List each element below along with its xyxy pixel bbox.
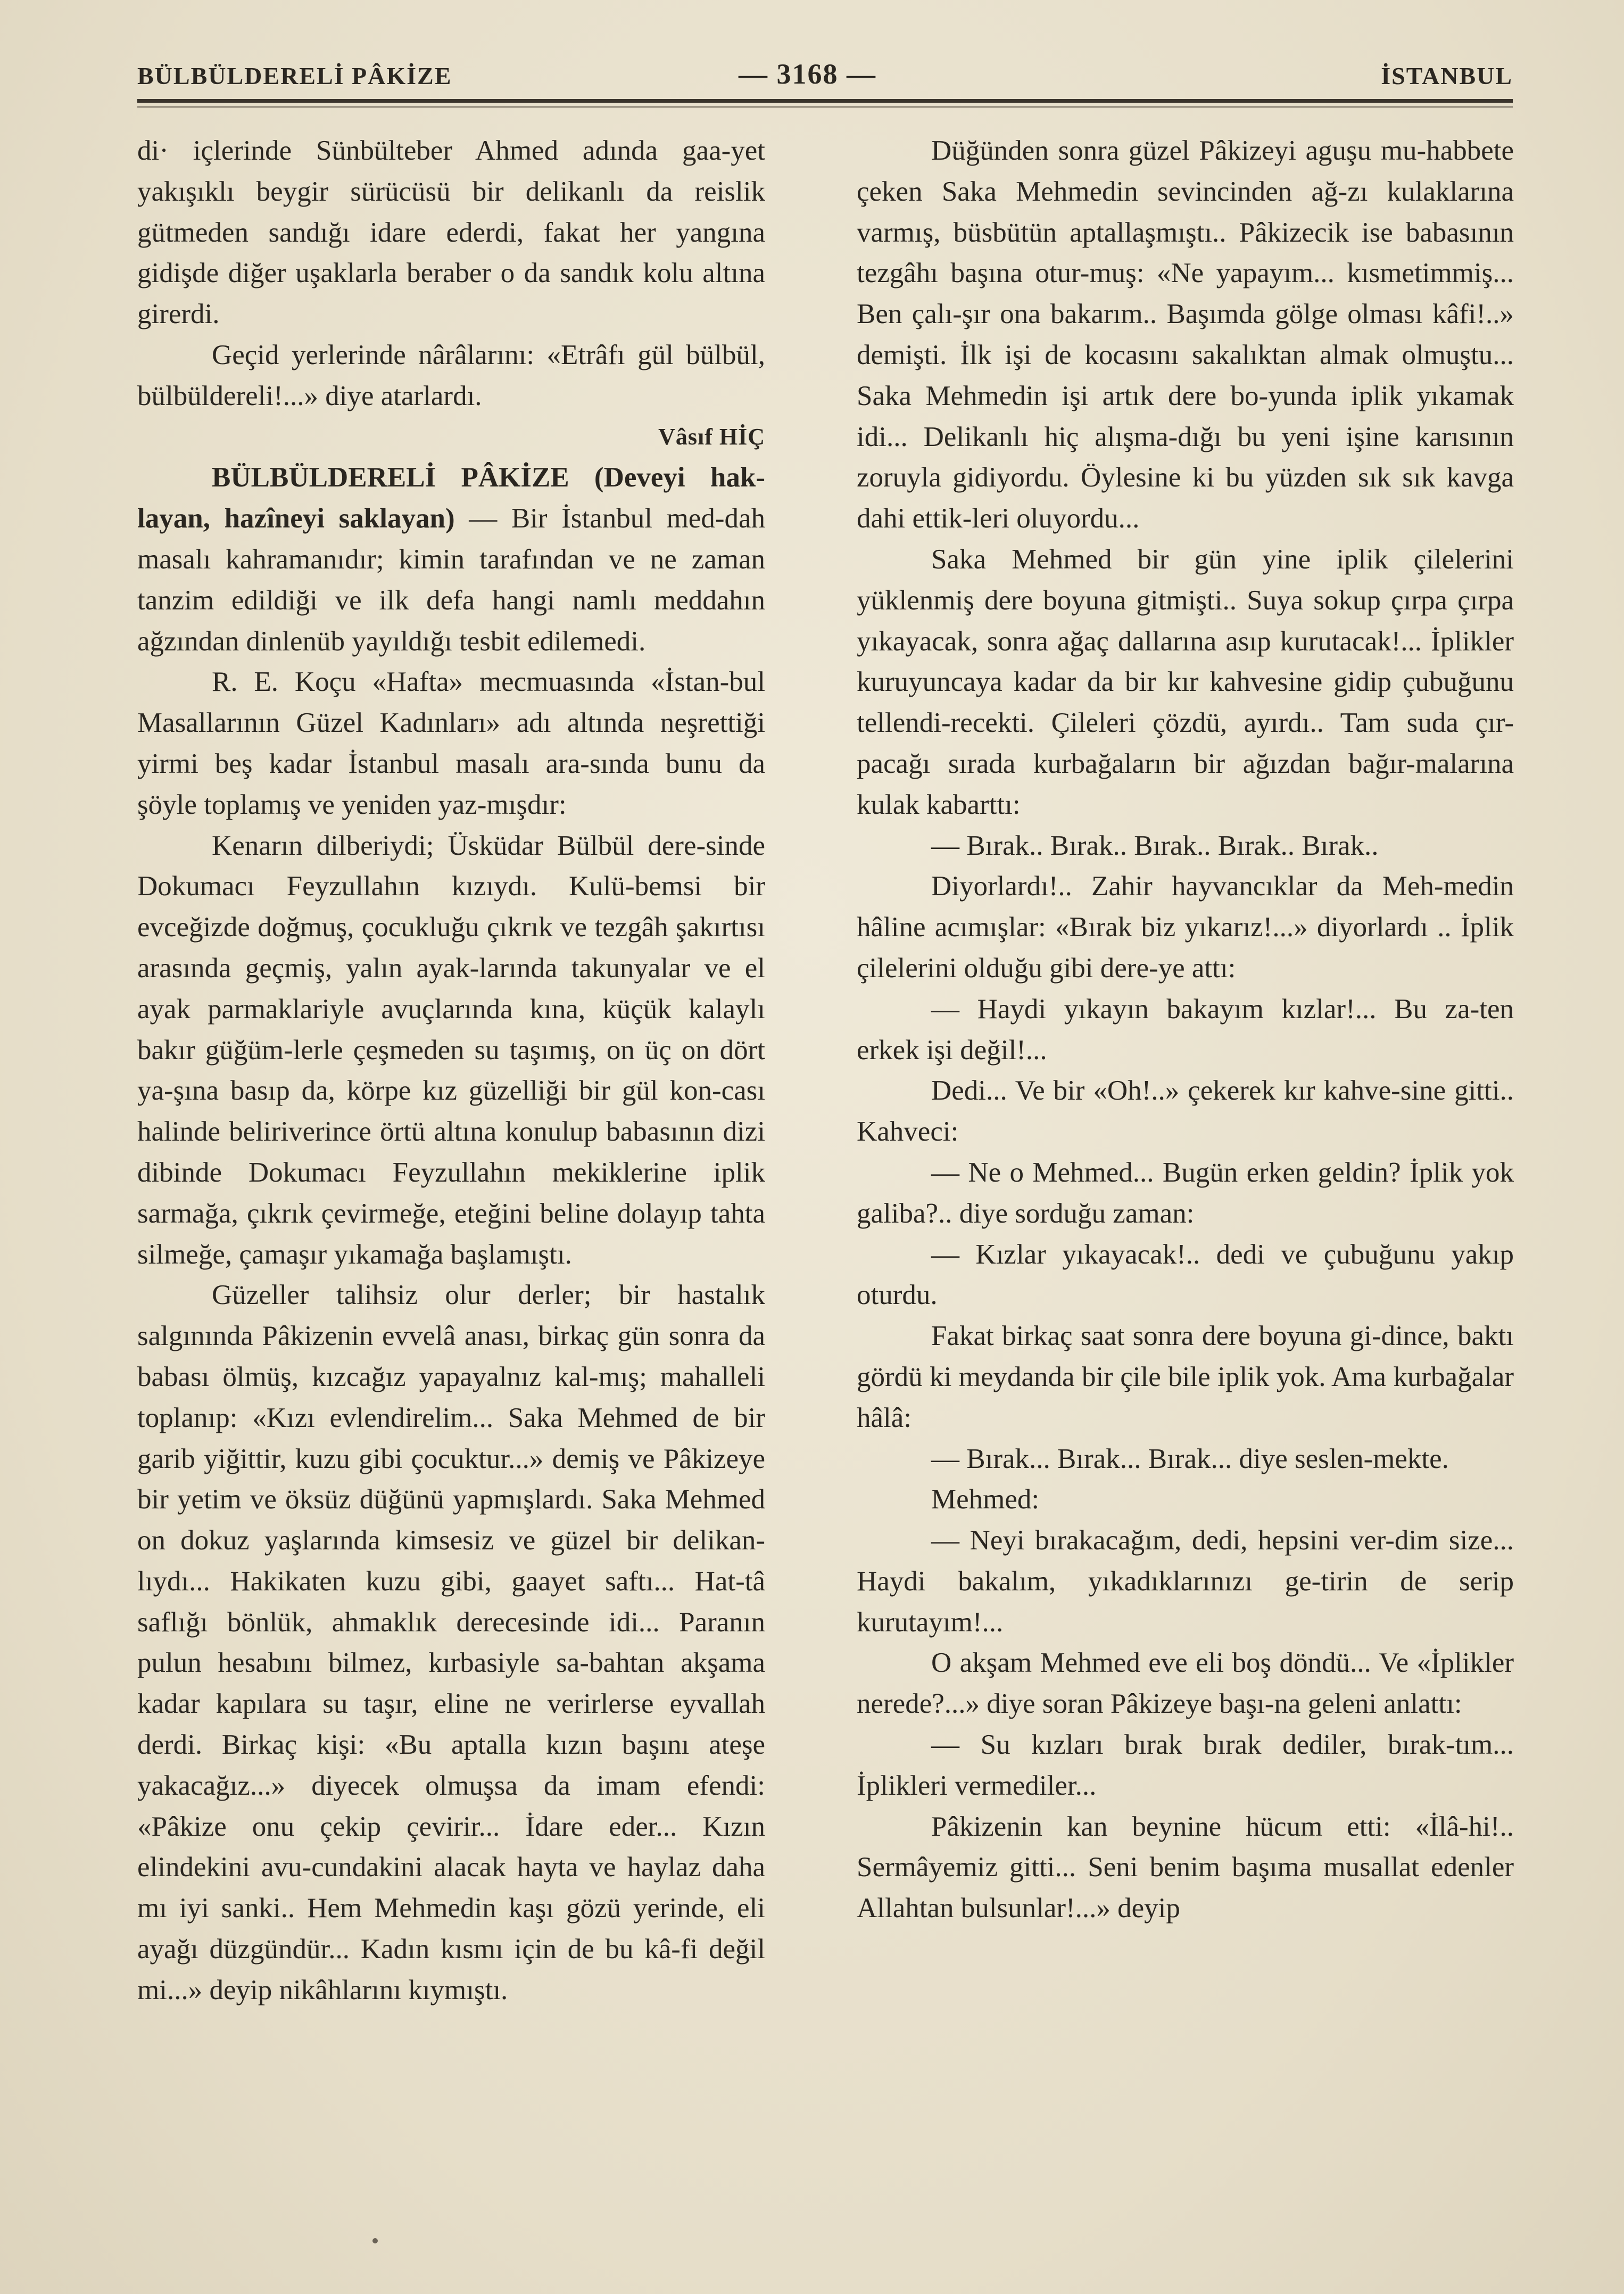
dialogue-line: — Su kızları bırak bırak dediler, bırak-tım... İplikleri vermediler... [857, 1729, 1514, 1801]
right-column [857, 130, 1514, 1929]
dialogue-line: — Haydi yıkayın bakayım kızlar!... Bu za-ten erkek işi değil!... [857, 993, 1514, 1066]
dialogue-line: — Neyi bırakacağım, dedi, hepsini ver-dim size... Haydi bakalım, yıkadıklarınızı ge-tirin de serip kurutayım!... [857, 1525, 1514, 1638]
paragraph: R. E. Koçu «Hafta» mecmuasında «İstan-bul Masallarının Güzel Kadınları» adı altında neşrettiği yirmi beş kadar İstanbul masalı ara-sında bunu da şöyle toplamış ve yeniden yaz-mışdır: [137, 666, 765, 820]
header-rule [137, 99, 1513, 103]
print-speck [372, 2238, 378, 2243]
entry-title: BÜLBÜLDERELİ PÂKİZE [212, 462, 569, 493]
paragraph: O akşam Mehmed eve eli boş döndü... Ve «İplikler nerede?...» diye soran Pâkizeye başı-na geleni anlattı: [857, 1647, 1514, 1720]
paragraph: Kenarın dilberiydi; Üsküdar Bülbül dere-sinde Dokumacı Feyzullahın kızıydı. Kulü-bemsi bir evceğizde doğmuş, çocukluğu çıkrık ve tezgâh şakırtısı arasında geçmiş, yalın ayak-larında takunyalar ve el ayak parmaklariyle avuçlarında kına, küçük kalaylı bakır güğüm-lerle çeşmeden su taşımış, on üç on dört ya-şına basıp da, körpe kız güzelliği bir gül kon-cası halinde beliriverince örtü altına konulup babasının dizi dibinde Dokumacı Feyzullahın mekiklerine iplik sarmağa, çıkrık çevirmeğe, eteğini beline dolayıp tahta silmeğe, çamaşır yıkamağa başlamıştı. [137, 830, 765, 1270]
entry-subtitle: (Deveyi hak-layan, hazîneyi saklayan) [137, 462, 765, 534]
paragraph: Fakat birkaç saat sonra dere boyuna gi-dince, baktı gördü ki meydanda bir çile bile iplik yok. Ama kurbağalar hâlâ: [857, 1321, 1514, 1433]
paragraph: Düğünden sonra güzel Pâkizeyi aguşu mu-habbete çeken Saka Mehmedin sevincinden ağ-zı kulaklarına varmış, büsbütün aptallaşmıştı.. Pâkizecik ise babasının tezgâhı başına otur-muş: «Ne yapayım... kısmetimmiş... Ben çalı-şır ona bakarım.. Başımda gölge olması kâfi!..» demişti. İlk işi de kocasını sakalıktan almak olmuştu... Saka Mehmedin işi artık dere bo-yunda iplik yıkamak idi... Delikanlı hiç alışma-dığı bu yeni işine karısının zoruyla gidiyordu. Öylesine ki bu yüzden sık sık kavga dahi ettik-leri oluyordu... [857, 135, 1514, 534]
page-number: — 3168 — [739, 58, 876, 90]
paragraph: Güzeller talihsiz olur derler; bir hastalık salgınında Pâkizenin evvelâ anası, birkaç gün sonra da babası ölmüş, kızcağız yapayalnız kal-mış; mahalleli toplanıp: «Kızı evlendirelim... Saka Mehmed de bir garib yiğittir, kuzu gibi çocuktur...» demiş ve Pâkizeye bir yetim ve öksüz düğünü yapmışlardı. Saka Mehmed on dokuz yaşlarında kimsesiz ve güzel bir delikan-lıydı... Hakikaten kuzu gibi, gaayet saftı... Hat-tâ saflığı bönlük, ahmaklık derecesinde idi... Paranın pulun hesabını bilmez, kırbasiyle sa-bahtan akşama kadar kapılara su taşır, eline ne verirlerse eyvallah derdi. Birkaç kişi: «Bu aptalla kızın başını ateşe yakacağız...» diyecek olmuşsa da imam efendi: «Pâkize onu çekip çevirir... İdare eder... Kızın elindekini avu-cundakini alacak hayta ve haylaz daha mı iyi sanki.. Hem Mehmedin kaşı gözü yerinde, eli ayağı düzgündür... Kadın kısmı için de bu kâ-fi değil mi...» deyip nikâhlarını kıymıştı. [137, 1280, 765, 2006]
left-column [137, 130, 765, 2011]
dialogue-line: — Bırak... Bırak... Bırak... diye seslen-mekte. [931, 1443, 1449, 1474]
paragraph: Diyorlardı!.. Zahir hayvancıklar da Meh-medin hâline acımışlar: «Bırak biz yıkarız!...» diyorlardı .. İplik çilelerini olduğu gibi dere-ye attı: [857, 871, 1514, 984]
dialogue-line: — Bırak.. Bırak.. Bırak.. Bırak.. Bırak.. [931, 830, 1379, 861]
paragraph: Geçid yerlerinde nârâlarını: «Etrâfı gül bülbül, bülbüldereli!...» diye atarlardı. [137, 339, 765, 411]
paragraph: Dedi... Ve bir «Oh!..» çekerek kır kahve-sine gitti.. Kahveci: [857, 1075, 1514, 1148]
entry-paragraph [137, 457, 765, 662]
header-entry-title: BÜLBÜLDERELİ PÂKİZE [137, 62, 452, 89]
dialogue-line: — Kızlar yıkayacak!.. dedi ve çubuğunu yakıp oturdu. [857, 1239, 1514, 1311]
paragraph: Mehmed: [931, 1484, 1040, 1515]
paragraph: Pâkizenin kan beynine hücum etti: «İlâ-hi!.. Sermâyemiz gitti... Seni benim başıma musallat edenler Allahtan bulsunlar!...» deyip [857, 1811, 1514, 1924]
running-header [137, 57, 1513, 100]
entry-text: — Bir İstanbul med-dah masalı kahramanıdır; kimin tarafından ve ne zaman tanzim edildiği ve ilk defa hangi namlı meddahın ağzından dinlenüb yayıldığı tesbit edilemedi. [137, 503, 765, 657]
dialogue-line: — Ne o Mehmed... Bugün erken geldin? İplik yok galiba?.. diye sorduğu zaman: [857, 1157, 1514, 1229]
paragraph: Saka Mehmed bir gün yine iplik çilelerini yüklenmiş dere boyuna gitmişti.. Suya sokup çırpa çırpa yıkayacak, sonra ağaç dallarına asıp kurutacak!... İplikler kuruyuncaya kadar da bir kır kahvesine gidip çubuğunu tellendi-recekti. Çileleri çözdü, ayırdı.. Tam suda çır-pacağı sırada kurbağaların bir ağızdan bağır-malarına kulak kabarttı: [857, 543, 1514, 820]
author-signature: Vâsıf HİÇ [658, 423, 765, 450]
header-rule-thin [137, 106, 1513, 108]
paragraph: di· içlerinde Sünbülteber Ahmed adında gaa-yet yakışıklı beygir sürücüsü bir delikanlı da reislik gütmeden sandığı idare ederdi, fakat her yangına gidişde diğer uşaklarla beraber o da sandık kolu altına girerdi. [137, 135, 765, 330]
header-volume-title: İSTANBUL [1381, 62, 1513, 89]
